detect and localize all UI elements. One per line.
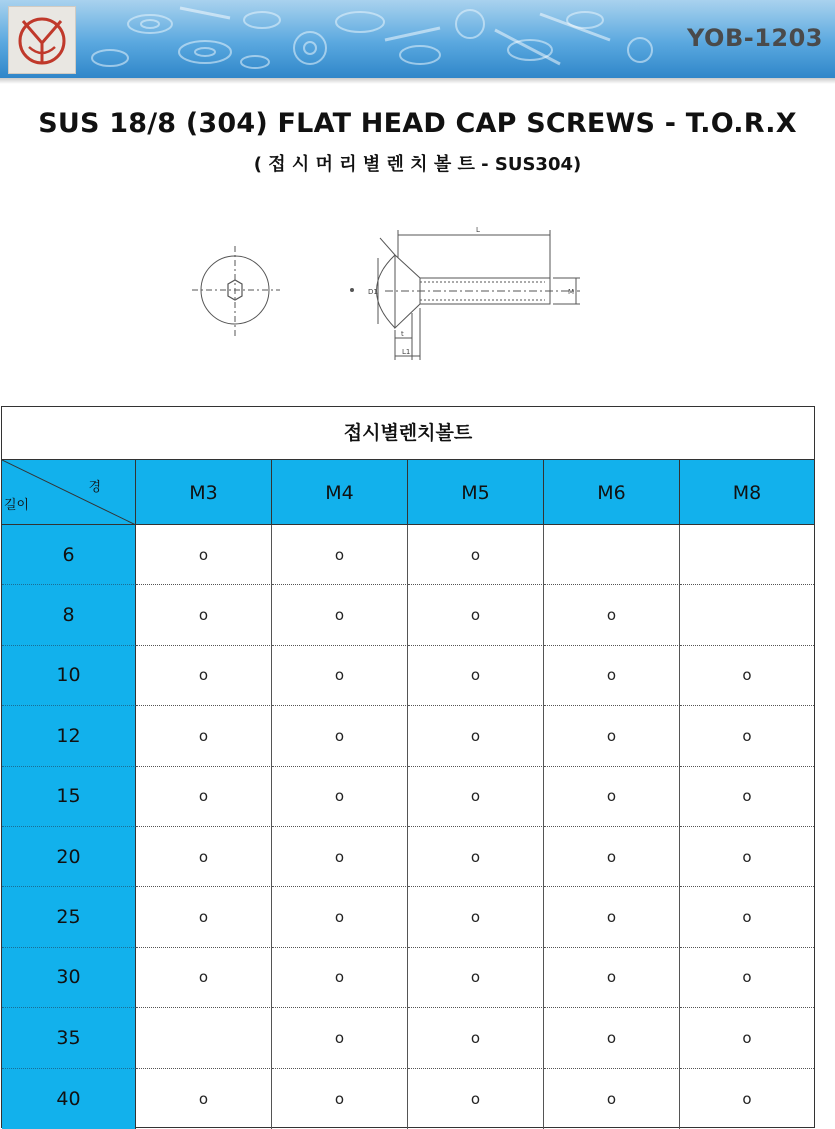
availability-cell: o <box>408 525 544 585</box>
banner-shadow <box>0 78 835 84</box>
availability-cell: o <box>136 948 272 1008</box>
availability-cell: o <box>136 646 272 706</box>
table-row <box>2 948 814 1008</box>
table-row <box>2 585 814 645</box>
availability-cell: o <box>136 767 272 827</box>
company-logo <box>8 6 76 74</box>
availability-cell: o <box>680 646 814 706</box>
size-header-m5: M5 <box>408 460 544 525</box>
diagonal-divider <box>2 460 136 525</box>
availability-cell: o <box>680 827 814 887</box>
availability-cell <box>680 525 814 585</box>
length-cell: 35 <box>2 1008 136 1068</box>
availability-cell: o <box>408 1008 544 1068</box>
availability-table <box>1 406 815 1128</box>
availability-cell: o <box>544 646 680 706</box>
table-row <box>2 827 814 887</box>
table-row <box>2 1069 814 1129</box>
availability-cell: o <box>136 706 272 766</box>
length-cell: 10 <box>2 646 136 706</box>
availability-cell: o <box>272 646 408 706</box>
availability-cell: o <box>272 948 408 1008</box>
dimension-L1-label: L1 <box>402 348 411 356</box>
availability-cell: o <box>544 948 680 1008</box>
length-cell: 30 <box>2 948 136 1008</box>
screw-technical-drawing <box>180 218 600 368</box>
size-header-m4: M4 <box>272 460 408 525</box>
table-row <box>2 767 814 827</box>
dimension-M-label: M <box>568 288 575 296</box>
availability-cell: o <box>544 706 680 766</box>
availability-cell: o <box>272 1069 408 1129</box>
availability-cell: o <box>272 887 408 947</box>
availability-cell: o <box>408 646 544 706</box>
availability-cell: o <box>408 1069 544 1129</box>
length-cell: 12 <box>2 706 136 766</box>
table-title: 접시별렌치볼트 <box>2 407 814 460</box>
length-cell: 25 <box>2 887 136 947</box>
dimension-D1-label: D1 <box>368 288 378 296</box>
availability-cell: o <box>408 706 544 766</box>
table-row <box>2 887 814 947</box>
table-row <box>2 646 814 706</box>
availability-cell: o <box>272 706 408 766</box>
availability-cell: o <box>680 1008 814 1068</box>
availability-cell: o <box>272 827 408 887</box>
availability-cell: o <box>272 525 408 585</box>
availability-cell: o <box>136 1069 272 1129</box>
page-subtitle: ( 접 시 머 리 별 렌 치 볼 트 - SUS304) <box>253 154 582 175</box>
availability-cell: o <box>136 827 272 887</box>
length-cell: 8 <box>2 585 136 645</box>
availability-cell: o <box>544 1069 680 1129</box>
availability-cell: o <box>408 767 544 827</box>
corner-header-cell <box>2 460 136 525</box>
dimension-t-label: t <box>401 330 404 338</box>
product-code: YOB-1203 <box>687 24 823 52</box>
availability-cell: o <box>272 585 408 645</box>
availability-cell: o <box>544 585 680 645</box>
table-row <box>2 525 814 585</box>
corner-label-length: 길이 <box>4 498 30 513</box>
length-cell: 20 <box>2 827 136 887</box>
availability-cell <box>136 1008 272 1068</box>
availability-cell: o <box>742 1089 752 1108</box>
availability-cell: o <box>408 585 544 645</box>
size-header-m3: M3 <box>136 460 272 525</box>
length-cell: 40 <box>2 1069 136 1129</box>
corner-label-diameter: 경 <box>88 480 101 495</box>
logo-emblem-icon <box>9 7 75 73</box>
size-header-m6: M6 <box>544 460 680 525</box>
availability-cell: o <box>544 767 680 827</box>
availability-cell: o <box>680 706 814 766</box>
availability-cell: o <box>136 887 272 947</box>
dimension-L-label: L <box>476 226 480 234</box>
availability-cell: o <box>272 767 408 827</box>
header-banner <box>0 0 835 78</box>
table-row <box>2 1008 814 1068</box>
table-header-row <box>2 460 814 525</box>
availability-cell <box>680 585 814 645</box>
availability-cell: o <box>408 827 544 887</box>
availability-cell: o <box>136 525 272 585</box>
availability-cell: o <box>680 767 814 827</box>
availability-cell <box>544 525 680 585</box>
length-cell: 15 <box>2 767 136 827</box>
availability-cell: o <box>408 887 544 947</box>
availability-cell: o <box>136 585 272 645</box>
availability-cell: o <box>544 1008 680 1068</box>
availability-cell: o <box>680 887 814 947</box>
availability-cell: o <box>544 887 680 947</box>
availability-cell: o <box>544 827 680 887</box>
availability-cell: o <box>408 948 544 1008</box>
availability-cell: o <box>272 1008 408 1068</box>
availability-cell: o <box>680 948 814 1008</box>
table-row <box>2 706 814 766</box>
size-header-m8: M8 <box>680 460 814 525</box>
length-cell: 6 <box>2 525 136 585</box>
page-title: SUS 18/8 (304) FLAT HEAD CAP SCREWS - T.O.R.X <box>38 108 797 139</box>
